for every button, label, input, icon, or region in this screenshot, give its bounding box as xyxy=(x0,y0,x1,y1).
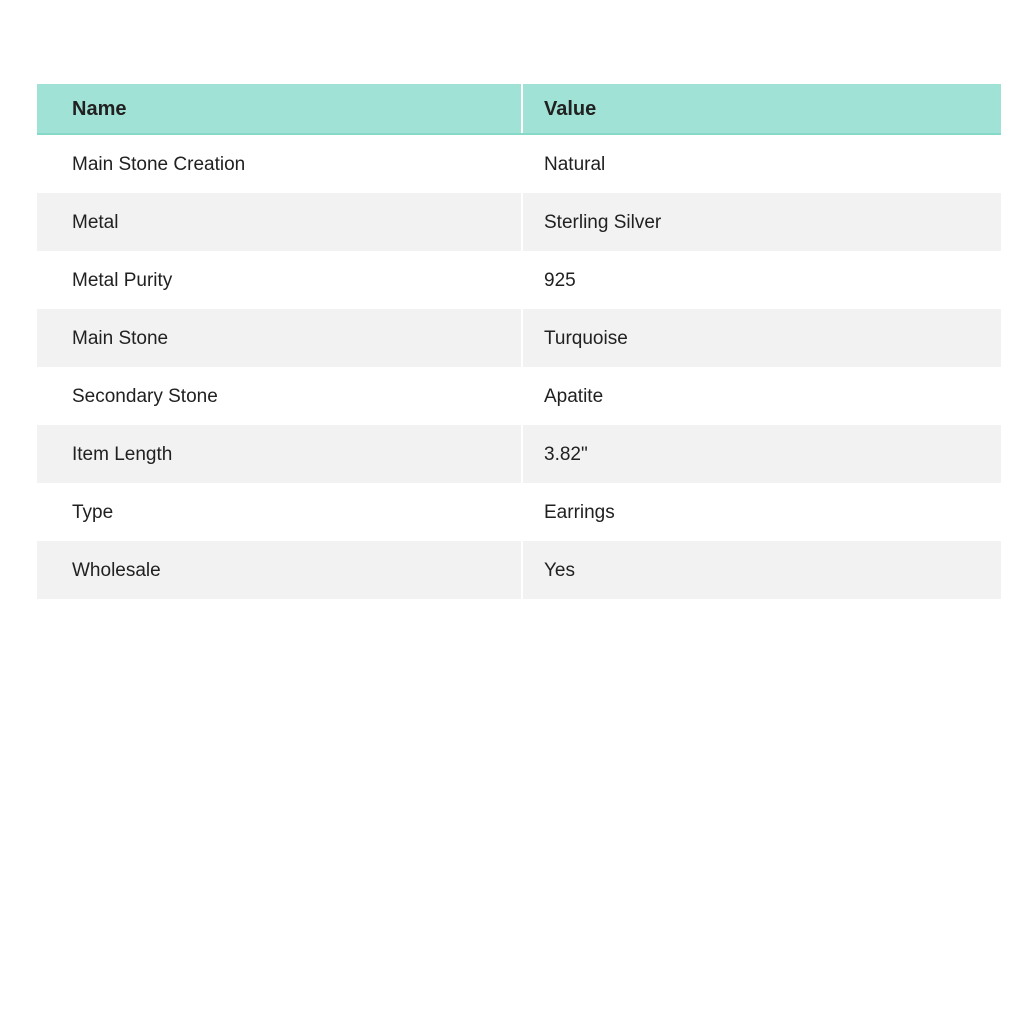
attribute-name-cell: Metal xyxy=(37,193,523,251)
table-row xyxy=(37,193,1001,251)
attribute-name-cell: Main Stone xyxy=(37,309,523,367)
attributes-table xyxy=(37,84,1001,599)
attribute-name-cell: Type xyxy=(37,483,523,541)
table-row xyxy=(37,309,1001,367)
table-body xyxy=(37,135,1001,599)
attribute-value-cell: Apatite xyxy=(544,385,604,407)
table-row xyxy=(37,251,1001,309)
column-header-value: Value xyxy=(544,97,597,120)
attribute-value-cell: Natural xyxy=(544,153,606,175)
attribute-value-cell: 925 xyxy=(544,269,576,291)
table-row xyxy=(37,541,1001,599)
table-row xyxy=(37,367,1001,425)
attribute-value-cell: Yes xyxy=(544,559,575,581)
column-header-name: Name xyxy=(37,84,523,133)
attribute-value-cell: Earrings xyxy=(544,501,615,523)
table-row xyxy=(37,135,1001,193)
table-header-row xyxy=(37,84,1001,135)
attribute-name-cell: Main Stone Creation xyxy=(37,135,523,193)
attribute-name-cell: Secondary Stone xyxy=(37,367,523,425)
attribute-value-cell: 3.82" xyxy=(544,443,588,465)
table-row xyxy=(37,483,1001,541)
attribute-name-cell: Item Length xyxy=(37,425,523,483)
attribute-value-cell: Turquoise xyxy=(544,327,628,349)
attribute-value-cell: Sterling Silver xyxy=(544,211,662,233)
table-row xyxy=(37,425,1001,483)
attribute-name-cell: Wholesale xyxy=(37,541,523,599)
attribute-name-cell: Metal Purity xyxy=(37,251,523,309)
